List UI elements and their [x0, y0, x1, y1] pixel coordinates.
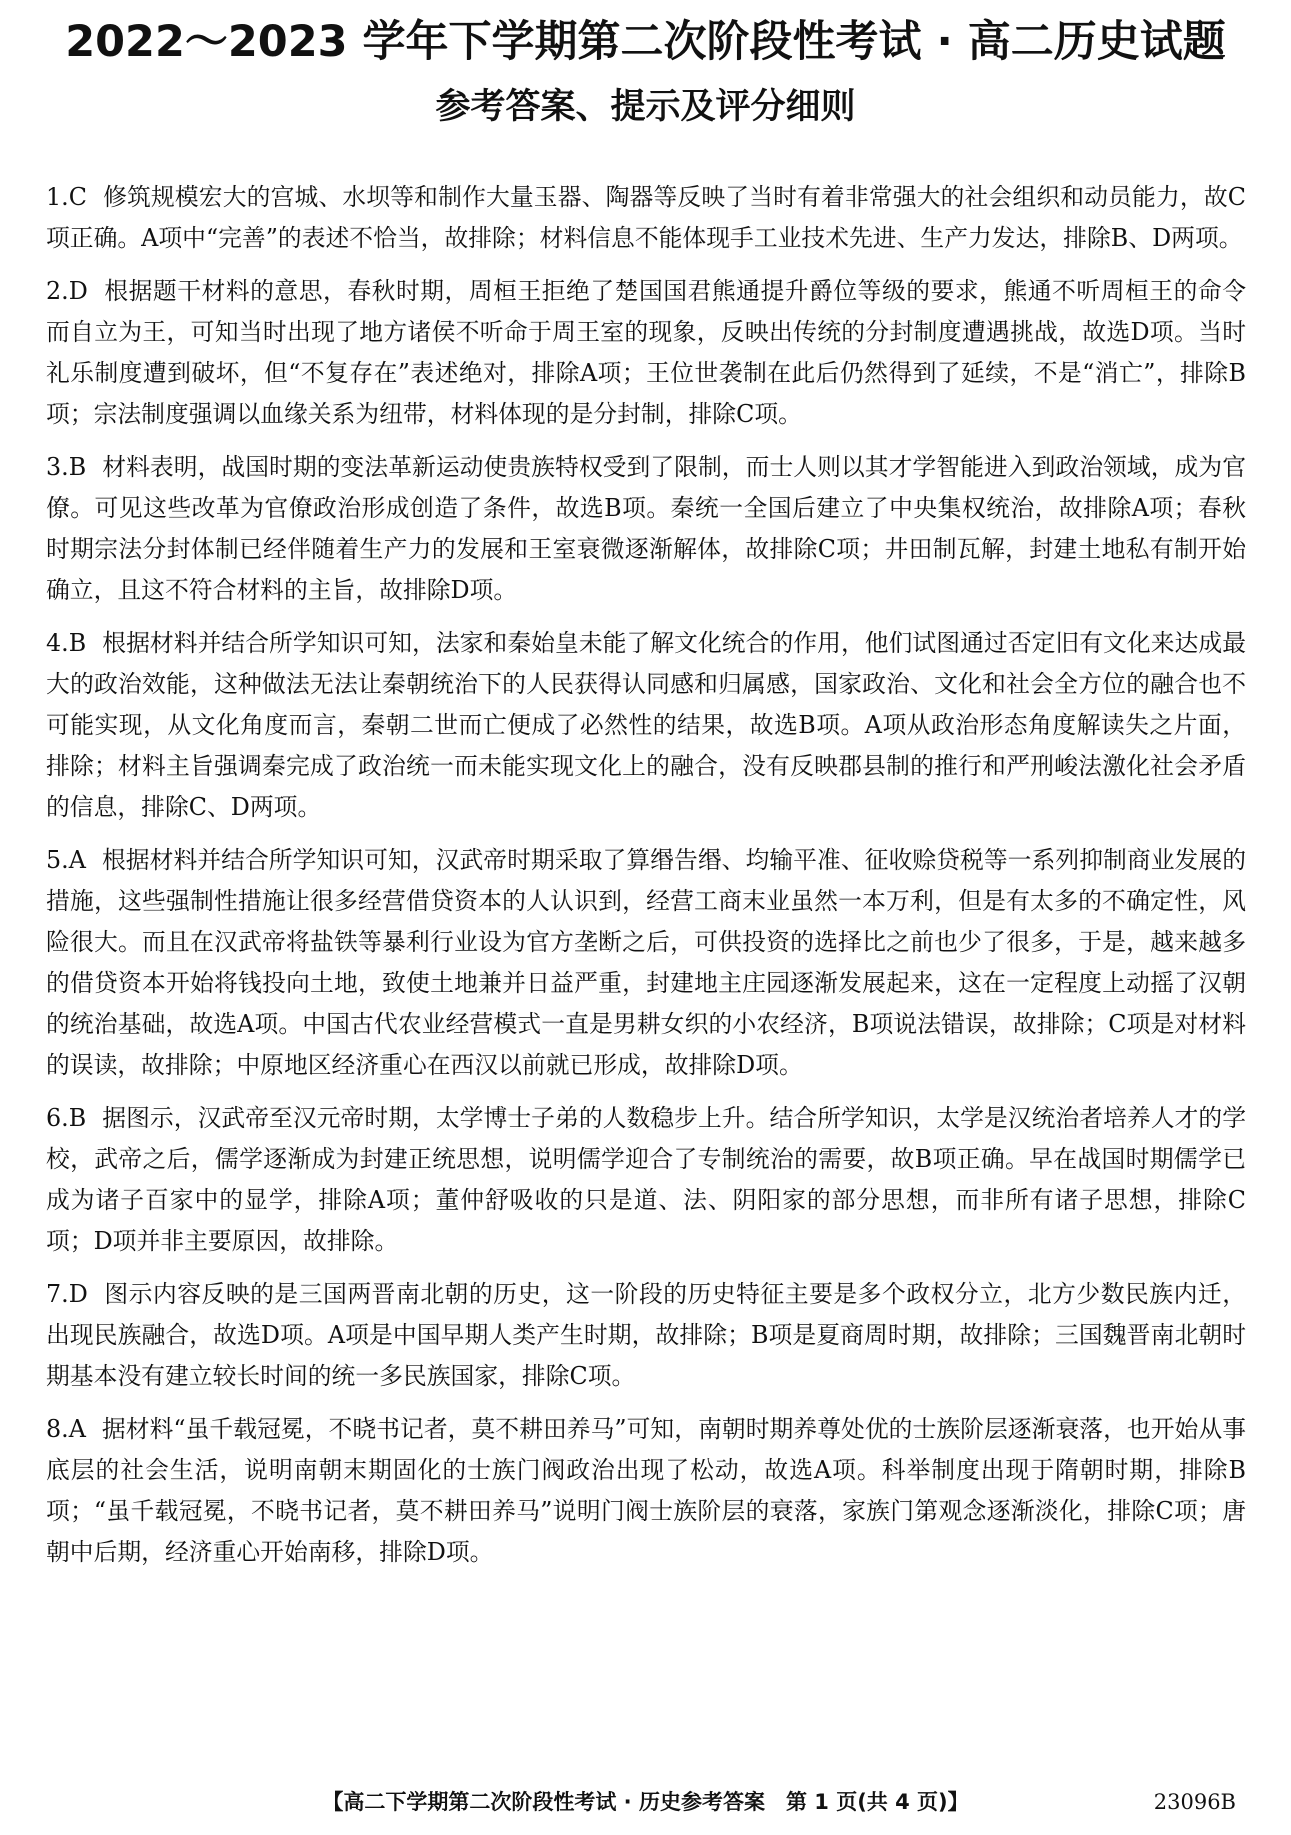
answer-item-8 — [46, 1409, 1246, 1573]
answer-item-6 — [46, 1098, 1246, 1262]
answer-number: 8. — [46, 1415, 69, 1443]
answer-item-4 — [46, 623, 1246, 828]
answer-number: 2. — [46, 277, 69, 305]
answer-key: A — [68, 846, 86, 874]
answer-key: A — [68, 1415, 86, 1443]
answer-item-1 — [46, 177, 1246, 259]
answer-explanation: 图示内容反映的是三国两晋南北朝的历史，这一阶段的历史特征主要是多个政权分立，北方少数民族内迁，出现民族融合，故选D项。A项是中国早期人类产生时期，故排除；B项是夏商周时期，故排除；三国魏晋南北朝时期基本没有建立较长时间的统一多民族国家，排除C项。 — [46, 1280, 1246, 1390]
footer-page-info: 【高二下学期第二次阶段性考试 · 历史参考答案 第 1 页(共 4 页)】 — [322, 1790, 969, 1814]
answer-key: C — [68, 183, 87, 211]
answer-number: 6. — [46, 1104, 69, 1132]
answer-explanation: 修筑规模宏大的宫城、水坝等和制作大量玉器、陶器等反映了当时有着非常强大的社会组织和动员能力，故C项正确。A项中“完善”的表述不恰当，故排除；材料信息不能体现手工业技术先进、生产力发达，排除B、D两项。 — [46, 183, 1246, 252]
answer-explanation: 据材料“虽千载冠冕，不晓书记者，莫不耕田养马”可知，南朝时期养尊处优的士族阶层逐渐衰落，也开始从事底层的社会生活，说明南朝末期固化的士族门阀政治出现了松动，故选A项。科举制度出现于隋朝时期，排除B项；“虽千载冠冕，不晓书记者，莫不耕田养马”说明门阀士族阶层的衰落，家族门第观念逐渐淡化，排除C项；唐朝中后期，经济重心开始南移，排除D项。 — [46, 1415, 1246, 1566]
answer-explanation: 根据材料并结合所学知识可知，汉武帝时期采取了算缗告缗、均输平准、征收赊贷税等一系列抑制商业发展的措施，这些强制性措施让很多经营借贷资本的人认识到，经营工商末业虽然一本万利，但是有太多的不确定性，风险很大。而且在汉武帝将盐铁等暴利行业设为官方垄断之后，可供投资的选择比之前也少了很多，于是，越来越多的借贷资本开始将钱投向土地，致使土地兼并日益严重，封建地主庄园逐渐发展起来，这在一定程度上动摇了汉朝的统治基础，故选A项。中国古代农业经营模式一直是男耕女织的小农经济，B项说法错误，故排除；C项是对材料的误读，故排除；中原地区经济重心在西汉以前就已形成，故排除D项。 — [46, 846, 1246, 1079]
answer-key: D — [68, 1280, 88, 1308]
page-subtitle: 参考答案、提示及评分细则 — [435, 87, 856, 127]
answer-explanation: 根据材料并结合所学知识可知，法家和秦始皇未能了解文化统合的作用，他们试图通过否定旧有文化来达成最大的政治效能，这种做法无法让秦朝统治下的人民获得认同感和归属感，国家政治、文化和社会全方位的融合也不可能实现，从文化角度而言，秦朝二世而亡便成了必然性的结果，故选B项。A项从政治形态角度解读失之片面，排除；材料主旨强调秦完成了政治统一而未能实现文化上的融合，没有反映郡县制的推行和严刑峻法激化社会矛盾的信息，排除C、D两项。 — [46, 629, 1246, 821]
answer-item-3 — [46, 447, 1246, 611]
answer-item-7 — [46, 1274, 1246, 1397]
footer-code: 23096B — [1153, 1790, 1236, 1814]
answer-explanation: 材料表明，战国时期的变法革新运动使贵族特权受到了限制，而士人则以其才学智能进入到政治领域，成为官僚。可见这些改革为官僚政治形成创造了条件，故选B项。秦统一全国后建立了中央集权统治，故排除A项；春秋时期宗法分封体制已经伴随着生产力的发展和王室衰微逐渐解体，故排除C项；井田制瓦解，封建土地私有制开始确立，且这不符合材料的主旨，故排除D项。 — [46, 453, 1246, 604]
answer-number: 4. — [46, 629, 69, 657]
answer-key: B — [68, 629, 87, 657]
answer-number: 7. — [46, 1280, 69, 1308]
answer-key: B — [68, 1104, 87, 1132]
answer-item-5 — [46, 840, 1246, 1086]
answer-explanation: 据图示，汉武帝至汉元帝时期，太学博士子弟的人数稳步上升。结合所学知识，太学是汉统治者培养人才的学校，武帝之后，儒学逐渐成为封建正统思想，说明儒学迎合了专制统治的需要，故B项正确。早在战国时期儒学已成为诸子百家中的显学，排除A项；董仲舒吸收的只是道、法、阴阳家的部分思想，而非所有诸子思想，排除C项；D项并非主要原因，故排除。 — [46, 1104, 1246, 1255]
page-title: 2022～2023 学年下学期第二次阶段性考试 · 高二历史试题 — [65, 17, 1226, 67]
answer-key: B — [68, 453, 87, 481]
answer-item-2 — [46, 271, 1246, 435]
answer-number: 5. — [46, 846, 69, 874]
answer-number: 1. — [46, 183, 69, 211]
answer-number: 3. — [46, 453, 69, 481]
answer-key: D — [68, 277, 88, 305]
answer-list — [46, 177, 1246, 1585]
page-footer — [0, 1785, 1291, 1819]
answer-explanation: 根据题干材料的意思，春秋时期，周桓王拒绝了楚国国君熊通提升爵位等级的要求，熊通不听周桓王的命令而自立为王，可知当时出现了地方诸侯不听命于周王室的现象，反映出传统的分封制度遭遇挑战，故选D项。当时礼乐制度遭到破坏，但“不复存在”表述绝对，排除A项；王位世袭制在此后仍然得到了延续，不是“消亡”，排除B项；宗法制度强调以血缘关系为纽带，材料体现的是分封制，排除C项。 — [46, 277, 1246, 428]
